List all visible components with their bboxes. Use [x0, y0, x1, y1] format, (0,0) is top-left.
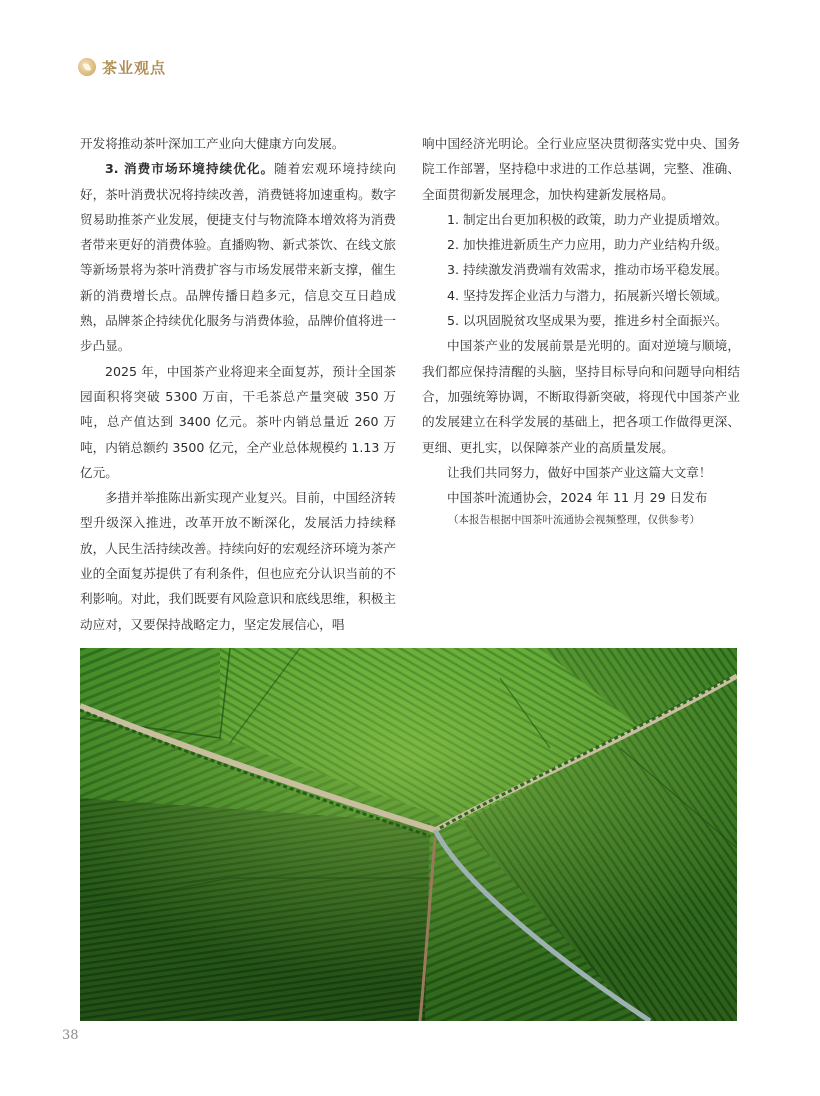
section-header: [78, 56, 166, 78]
signature: 中国茶叶流通协会，2024 年 11 月 29 日发布: [447, 490, 708, 506]
paragraph: 开发将推动茶叶深加工产业向大健康方向发展。: [80, 136, 345, 151]
paragraph-consumer-market: [80, 156, 396, 358]
list-item: 4. 坚持发挥企业活力与潜力，拓展新兴增长领域。: [447, 287, 728, 303]
tea-plantation-aerial-photo: [80, 648, 737, 1021]
list-item: 1. 制定出台更加积极的政策，助力产业提质增效。: [447, 211, 728, 227]
paragraph: 多措并举推陈出新实现产业复兴。目前，中国经济转型升级深入推进，改革开放不断深化，发展活力持续释放，人民生活持续改善。持续向好的宏观经济环境为茶产业的全面复苏提供了有利条件，但也应充分认识当前的不利影响。对此，我们既要有风险意识和底线思维，积极主动应对，又要保持战略定力，坚定发展信心，唱: [80, 490, 396, 632]
left-text-column: [80, 131, 396, 637]
paragraph: 响中国经济光明论。全行业应坚决贯彻落实党中央、国务院工作部署，坚持稳中求进的工作总基调，完整、准确、全面贯彻新发展理念，加快构建新发展格局。: [422, 136, 740, 202]
tea-leaf-logo-icon: [78, 58, 96, 76]
list-item: 5. 以巩固脱贫攻坚成果为要，推进乡村全面振兴。: [447, 313, 728, 329]
page-number: 38: [62, 1028, 79, 1043]
source-note: （本报告根据中国茶叶流通协会视频整理，仅供参考）: [448, 514, 700, 527]
paragraph: 2025 年，中国茶产业将迎来全面复苏，预计全国茶园面积将突破 5300 万亩，干毛茶总产量突破 350 万吨，总产值达到 3400 亿元。茶叶内销总量近 260 万吨，内销总额约 3500 亿元，全产业总体规模约 1.13 万亿元。: [80, 363, 396, 480]
list-item: 2. 加快推进新质生产力应用，助力产业结构升级。: [447, 237, 728, 253]
paragraph: 让我们共同努力，做好中国茶产业这篇大文章！: [447, 464, 712, 480]
shade-overlay: [80, 648, 737, 1021]
paragraph-body: 随着宏观环境持续向好，茶叶消费状况将持续改善，消费链将加速重构。数字贸易助推茶产业发展，便捷支付与物流降本增效将为消费者带来更好的消费体验。直播购物、新式茶饮、在线文旅等新场景将为茶叶消费扩容与市场发展带来新支撑，催生新的消费增长点。品牌传播日趋多元，信息交互日趋成熟，品牌茶企持续优化服务与消费体验，品牌价值将进一步凸显。: [80, 161, 397, 354]
right-text-column: [422, 131, 740, 530]
list-item: 3. 持续激发消费端有效需求，推动市场平稳发展。: [447, 262, 728, 278]
paragraph: 中国茶产业的发展前景是光明的。面对逆境与顺境，我们都应保持清醒的头脑，坚持目标导向和问题导向相结合，加强统筹协调，不断取得新突破，将现代中国茶产业的发展建立在科学发展的基础上，把各项工作做得更深、更细、更扎实，以保障茶产业的高质量发展。: [422, 338, 740, 455]
section-title: 茶业观点: [102, 58, 167, 77]
paragraph-heading: 3. 消费市场环境持续优化。: [105, 161, 275, 177]
